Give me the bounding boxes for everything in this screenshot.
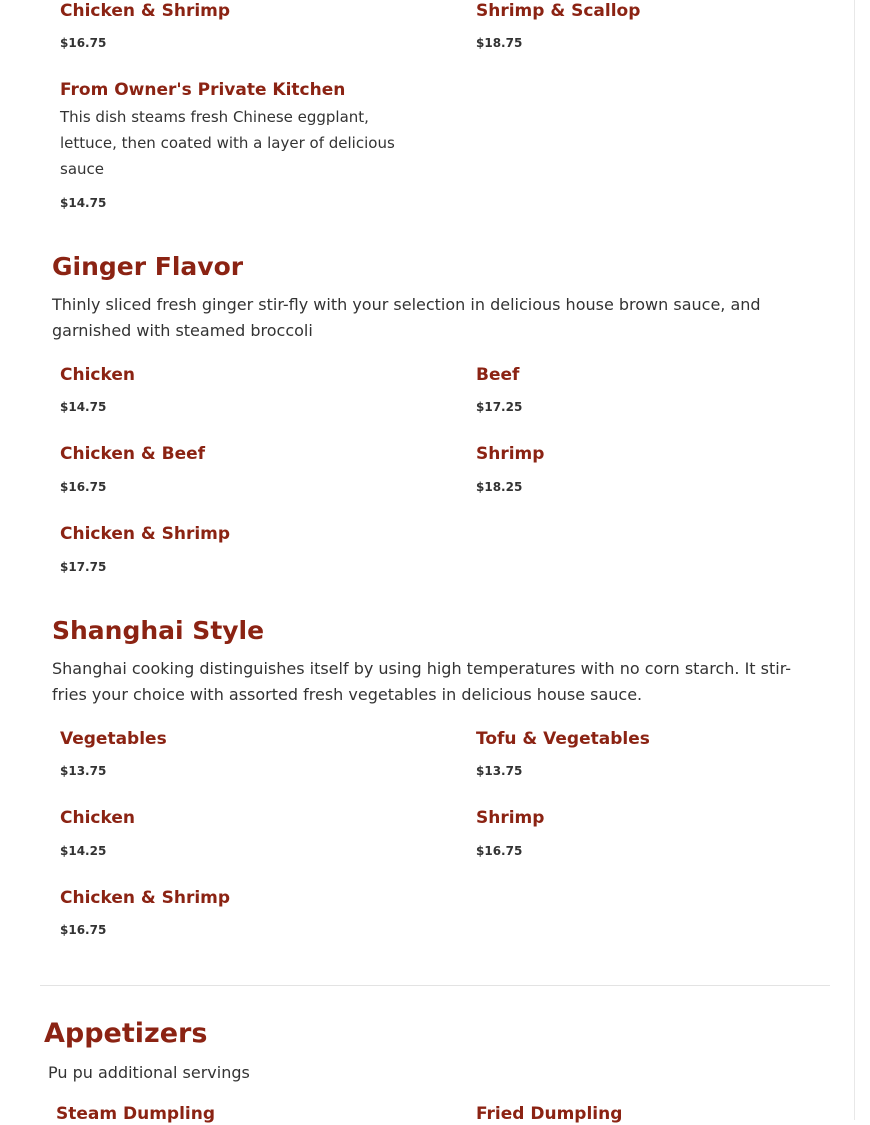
category-description: Pu pu additional servings <box>48 1063 250 1082</box>
section-title: Shanghai Style <box>52 616 265 645</box>
item-price: $18.75 <box>476 36 523 50</box>
item-name: Steam Dumpling <box>56 1104 216 1124</box>
item-name: Chicken & Shrimp <box>60 888 231 908</box>
item-name: Chicken & Beef <box>60 444 206 464</box>
item-name: Chicken <box>60 365 135 385</box>
item-name: Chicken & Shrimp <box>60 524 231 544</box>
item-name: Shrimp <box>476 444 545 464</box>
item-price: $17.75 <box>60 560 107 574</box>
section-description: Thinly sliced fresh ginger stir-fly with your selection in delicious house brown sauce, and garnished with steamed broccoli <box>52 295 761 340</box>
item-name: Chicken & Shrimp <box>60 1 231 21</box>
item-description: This dish steams fresh Chinese eggplant, lettuce, then coated with a layer of delicious sauce <box>60 108 395 178</box>
item-price: $16.75 <box>60 923 107 937</box>
item-price: $14.75 <box>60 400 107 414</box>
item-name: Tofu & Vegetables <box>476 729 650 749</box>
item-name: Shrimp <box>476 808 545 828</box>
item-name: Beef <box>476 365 520 385</box>
item-name: Fried Dumpling <box>476 1104 623 1124</box>
item-price: $16.75 <box>60 36 107 50</box>
item-name: From Owner's Private Kitchen <box>60 80 346 100</box>
item-price: $13.75 <box>476 764 523 778</box>
item-name: Shrimp & Scallop <box>476 1 641 21</box>
item-price: $14.25 <box>60 844 107 858</box>
item-price: $13.75 <box>60 764 107 778</box>
category-divider <box>40 985 830 986</box>
section-title: Ginger Flavor <box>52 252 244 281</box>
item-price: $16.75 <box>60 480 107 494</box>
page-right-border <box>854 0 855 1120</box>
item-price: $18.25 <box>476 480 523 494</box>
item-price: $17.25 <box>476 400 523 414</box>
category-title: Appetizers <box>44 1018 208 1049</box>
item-price: $14.75 <box>60 196 107 210</box>
section-description: Shanghai cooking distinguishes itself by using high temperatures with no corn starch. It stir-fries your choice with assorted fresh vegetables in delicious house sauce. <box>52 659 792 704</box>
item-name: Vegetables <box>60 729 167 749</box>
item-name: Chicken <box>60 808 135 828</box>
item-price: $16.75 <box>476 844 523 858</box>
